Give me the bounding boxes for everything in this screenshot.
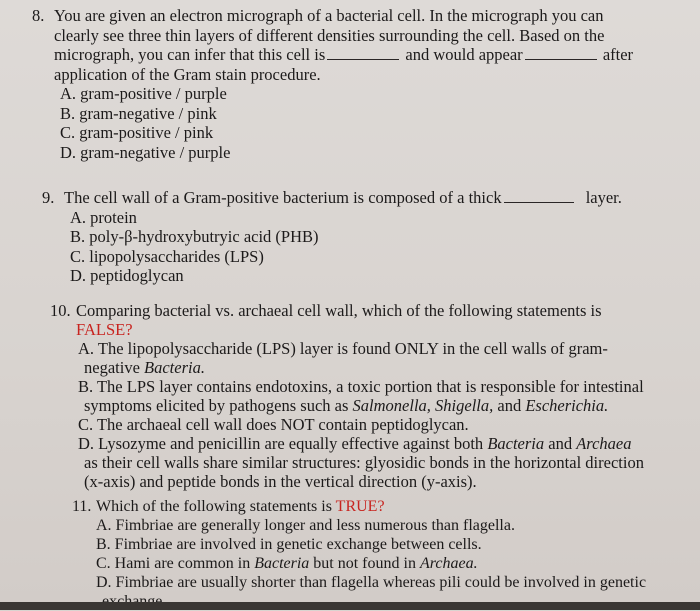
question-number: 11. xyxy=(72,498,92,515)
question-text: and would appear xyxy=(405,45,523,64)
question-number: 10. xyxy=(50,301,71,320)
option-text: A. The lipopolysaccharide (LPS) layer is found ONLY in the cell walls of gram- xyxy=(78,339,608,358)
option-italic: Archaea xyxy=(576,434,632,453)
option-text: D. Lysozyme and penicillin are equally effective against both xyxy=(78,434,484,453)
option-c[interactable]: C. lipopolysaccharides (LPS) xyxy=(70,246,264,266)
option-d[interactable]: D. gram-negative / purple xyxy=(60,142,231,162)
option-b[interactable]: B. poly-β-hydroxybutryic acid (PHB) xyxy=(70,227,319,246)
option-a[interactable] xyxy=(78,339,690,377)
answer-blank[interactable] xyxy=(327,58,399,60)
option-b[interactable]: B. gram-negative / pink xyxy=(60,103,217,123)
option-b[interactable] xyxy=(78,377,690,415)
option-text: but not found in xyxy=(313,555,416,572)
question-keyword: FALSE? xyxy=(76,320,133,339)
answer-blank[interactable] xyxy=(504,201,574,203)
question-9 xyxy=(42,188,682,286)
option-italic: Archaea. xyxy=(419,555,478,572)
page-edge-shadow xyxy=(0,602,700,610)
option-italic: Bacteria xyxy=(254,555,310,572)
option-text: and xyxy=(548,434,573,453)
option-italic: Salmonella, Shigella, xyxy=(352,396,494,415)
option-text: C. Hami are common in xyxy=(96,555,251,572)
option-text: as their cell walls share similar structures: glyosidic bonds in the horizontal direction xyxy=(84,453,644,472)
question-text: layer. xyxy=(585,188,622,207)
option-text: C. The archaeal cell wall does NOT contain peptidoglycan. xyxy=(78,415,469,434)
option-b[interactable]: B. Fimbriae are involved in genetic exchange between cells. xyxy=(96,536,482,553)
option-text: negative xyxy=(84,358,140,377)
question-text-line xyxy=(64,188,682,208)
option-text: symptoms elicited by pathogens such as xyxy=(84,396,349,415)
question-keyword: TRUE? xyxy=(335,498,385,515)
question-number: 9. xyxy=(42,188,55,207)
question-text-line xyxy=(96,497,692,516)
option-c[interactable] xyxy=(96,554,692,573)
question-10 xyxy=(50,301,690,491)
question-text-line xyxy=(54,45,692,65)
option-c[interactable]: C. gram-positive / pink xyxy=(60,123,214,142)
answer-blank[interactable] xyxy=(525,58,597,60)
option-a[interactable]: A. Fimbriae are generally longer and less numerous than flagella. xyxy=(96,517,515,534)
option-italic: Escherichia. xyxy=(525,396,609,415)
question-text: The cell wall of a Gram-positive bacterium is composed of a thick xyxy=(64,188,502,207)
question-text-line: Comparing bacterial vs. archaeal cell wall, which of the following statements is xyxy=(76,301,602,320)
question-8 xyxy=(32,6,692,162)
question-text: micrograph, you can infer that this cell is xyxy=(54,45,326,64)
option-italic: Bacteria xyxy=(487,434,545,453)
option-text: (x-axis) and peptide bonds in the vertical direction (y-axis). xyxy=(84,472,477,491)
option-italic: Bacteria. xyxy=(144,358,205,377)
question-text-line: You are given an electron micrograph of a bacterial cell. In the micrograph you can xyxy=(54,6,604,25)
question-text-line: application of the Gram stain procedure. xyxy=(54,64,321,84)
question-number: 8. xyxy=(32,6,45,25)
question-text-line: clearly see three thin layers of different densities surrounding the cell. Based on the xyxy=(54,25,605,45)
question-11 xyxy=(72,497,692,611)
option-d[interactable] xyxy=(78,434,690,491)
option-a[interactable]: A. protein xyxy=(70,207,137,227)
option-a[interactable]: A. gram-positive / purple xyxy=(60,84,227,103)
option-c[interactable] xyxy=(78,415,690,434)
question-text: Which of the following statements is xyxy=(96,498,332,515)
option-text: D. Fimbriae are usually shorter than flagella whereas pili could be involved in genetic xyxy=(96,574,647,591)
option-text: and xyxy=(497,396,522,415)
option-text: B. The LPS layer contains endotoxins, a toxic portion that is responsible for intestinal xyxy=(78,377,644,396)
option-d[interactable]: D. peptidoglycan xyxy=(70,266,184,285)
question-text: after xyxy=(602,45,634,64)
